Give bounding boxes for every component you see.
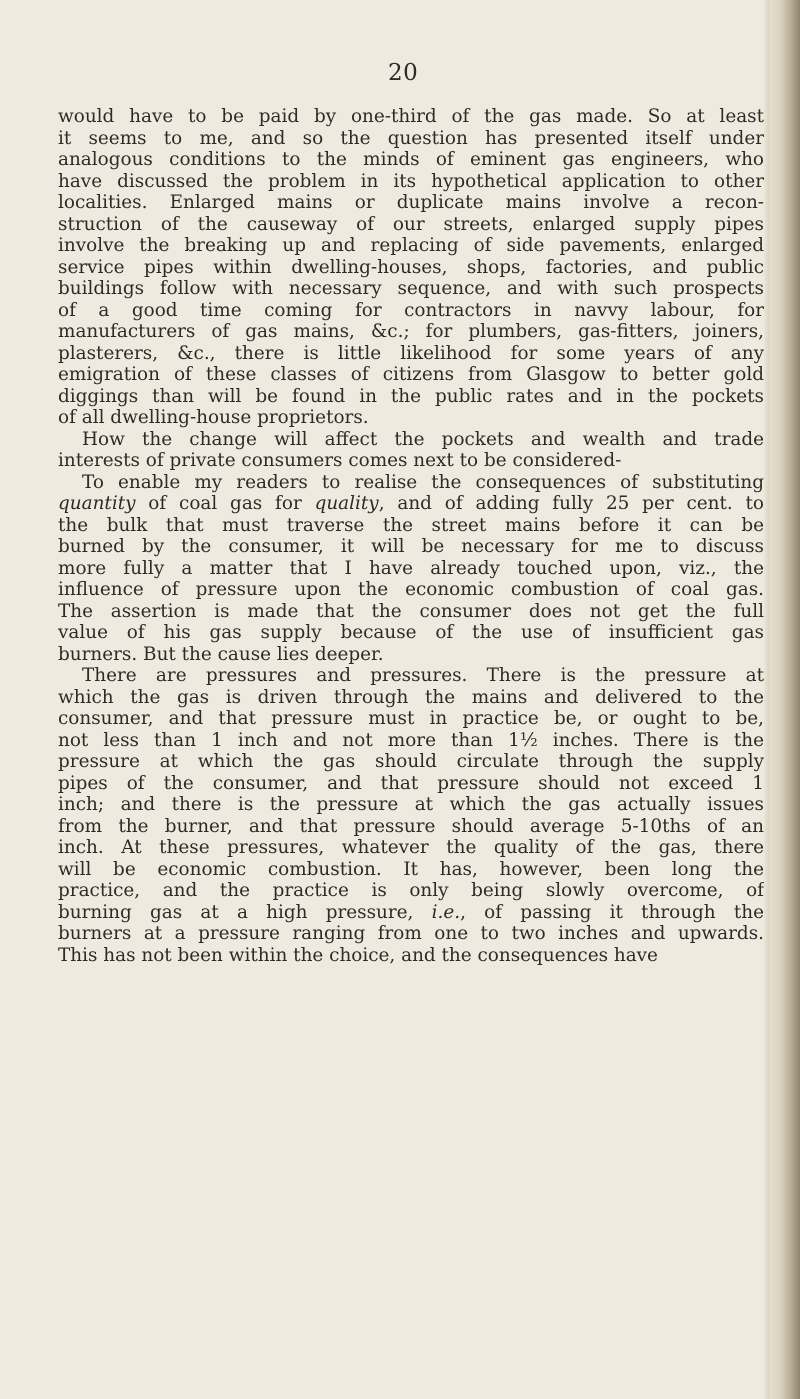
text-line: diggings than will be found in the public rates and in the pockets <box>58 385 764 407</box>
text-line: it seems to me, and so the question has presented itself under <box>58 127 764 149</box>
body-text <box>58 106 764 966</box>
text-line: analogous conditions to the minds of eminent gas engineers, who <box>58 149 764 170</box>
text-line: buildings follow with necessary sequence, and with such prospects <box>58 278 764 299</box>
text-line-with-italics: quantity of coal gas for quality, and of adding fully 25 per cent. to <box>58 493 764 514</box>
text-line: struction of the causeway of our streets, enlarged supply pipes <box>58 213 764 235</box>
text-line: pipes of the consumer, and that pressure should not exceed 1 <box>58 772 764 794</box>
text-line: There are pressures and pressures. There is the pressure at <box>82 665 764 686</box>
text-line: consumer, and that pressure must in practice be, or ought to be, <box>58 708 764 729</box>
text-line: which the gas is driven through the mains and delivered to the <box>58 686 764 708</box>
page-number: 20 <box>388 60 419 86</box>
text-line: inch. At these pressures, whatever the quality of the gas, there <box>58 837 764 858</box>
italic-abbrev-ie: i.e. <box>431 901 461 923</box>
text-line-with-italics: burning gas at a high pressure, i.e., of passing it through the <box>58 901 764 923</box>
text-line: not less than 1 inch and not more than 1½ inches. There is the <box>58 729 764 751</box>
text-line: inch; and there is the pressure at which the gas actually issues <box>58 794 764 815</box>
text-line: emigration of these classes of citizens from Glasgow to better gold <box>58 364 764 385</box>
text-line: burned by the consumer, it will be necessary for me to discuss <box>58 536 764 557</box>
text-line: To enable my readers to realise the consequences of substituting <box>82 471 764 493</box>
paragraph-2 <box>58 429 764 472</box>
paragraph-1 <box>58 106 764 429</box>
text-line: practice, and the practice is only being slowly overcome, of <box>58 880 764 901</box>
text-line: How the change will affect the pockets and wealth and trade <box>82 428 764 450</box>
text-line: The assertion is made that the consumer does not get the full <box>58 600 764 622</box>
text-line: interests of private consumers comes next to be considered- <box>58 450 622 471</box>
text-line: influence of pressure upon the economic combustion of coal gas. <box>58 579 764 600</box>
paragraph-4 <box>58 665 764 966</box>
text-line: have discussed the problem in its hypothetical application to other <box>58 170 764 192</box>
text-line: involve the breaking up and replacing of side pavements, enlarged <box>58 235 764 256</box>
text-line: the bulk that must traverse the street mains before it can be <box>58 514 764 536</box>
text-line: more fully a matter that I have already touched upon, viz., the <box>58 557 764 579</box>
text-line: of all dwelling-house proprietors. <box>58 407 369 428</box>
italic-word-quality: quality <box>314 493 379 514</box>
text-line: burners at a pressure ranging from one to two inches and upwards. <box>58 923 764 944</box>
text-line: This has not been within the choice, and the consequences have <box>58 944 658 966</box>
text-line: manufacturers of gas mains, &c.; for plumbers, gas-fitters, joiners, <box>58 321 764 342</box>
text-line: localities. Enlarged mains or duplicate mains involve a recon- <box>58 192 764 213</box>
text-line: service pipes within dwelling-houses, shops, factories, and public <box>58 256 764 278</box>
text-line: from the burner, and that pressure should average 5-10ths of an <box>58 815 764 837</box>
page-edge-shadow <box>764 0 800 1399</box>
text-line: value of his gas supply because of the use of insufficient gas <box>58 622 764 643</box>
text-line: pressure at which the gas should circulate through the supply <box>58 751 764 772</box>
text-line: of a good time coming for contractors in navvy labour, for <box>58 299 764 321</box>
paragraph-3 <box>58 472 764 666</box>
text-line: will be economic combustion. It has, however, been long the <box>58 858 764 880</box>
italic-word-quantity: quantity <box>58 493 136 514</box>
text-line: would have to be paid by one-third of the gas made. So at least <box>58 106 764 127</box>
text-line: burners. But the cause lies deeper. <box>58 643 384 665</box>
text-line: plasterers, &c., there is little likelihood for some years of any <box>58 342 764 364</box>
